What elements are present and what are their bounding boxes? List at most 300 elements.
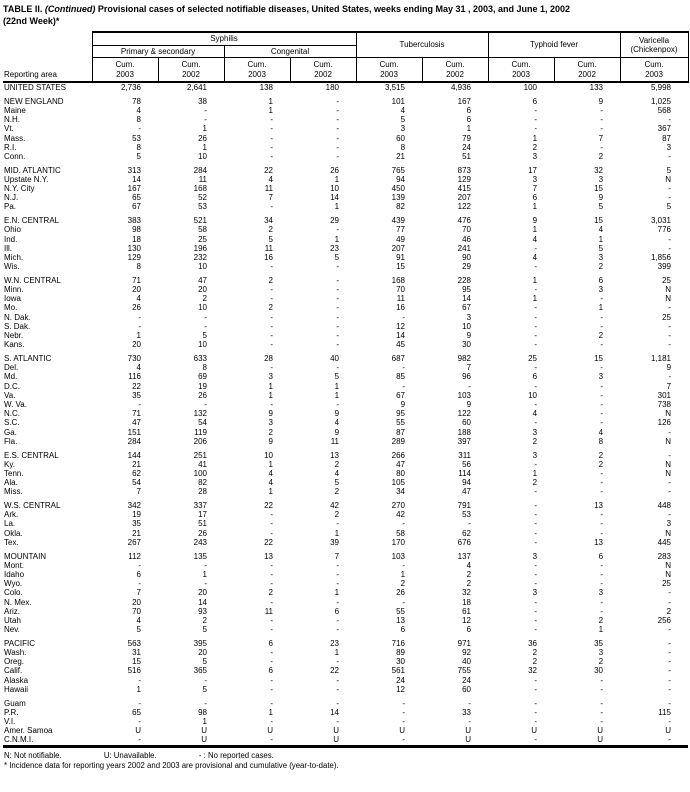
value-cell: U — [422, 735, 488, 746]
value-cell: 36 — [528, 638, 538, 648]
value-cell: 53 — [462, 510, 472, 520]
value-cell: - — [534, 124, 538, 134]
value-cell: 270 — [391, 501, 406, 511]
cum-label: Cum. — [644, 60, 664, 69]
table-row — [3, 202, 688, 211]
value-cell: 35 — [594, 638, 604, 648]
value-cell: 71 — [132, 275, 141, 285]
value-cell: 9 — [268, 436, 273, 446]
value-cell: - — [668, 243, 672, 253]
reporting-area-cell: N. Mex. — [4, 597, 32, 607]
value-cell: 11 — [330, 436, 340, 446]
value-cell: - — [534, 400, 538, 409]
value-cell: 25 — [662, 275, 672, 285]
reporting-area-cell: S. ATLANTIC — [4, 353, 52, 363]
table-row — [3, 349, 688, 363]
value-cell: 167 — [127, 184, 141, 194]
table-row — [3, 588, 688, 597]
value-cell: U — [201, 726, 207, 736]
table-title — [3, 4, 688, 27]
value-cell: 19 — [132, 510, 141, 520]
table-row — [3, 418, 688, 427]
title-line-2: (22nd Week)* — [3, 15, 60, 26]
value-cell: 24 — [462, 142, 472, 152]
table-row — [3, 428, 688, 437]
value-cell: 676 — [457, 537, 472, 547]
value-cell: - — [600, 105, 604, 115]
value-cell: 516 — [127, 666, 141, 676]
reporting-area-cell: N. Dak. — [4, 312, 31, 322]
value-cell: 8 — [136, 142, 141, 152]
value-cell: 2 — [666, 606, 672, 616]
table-row — [3, 708, 688, 717]
value-cell: 17 — [528, 165, 538, 175]
value-cell: 11 — [264, 184, 273, 194]
value-cell: - — [600, 340, 604, 350]
cum-label: Cum. — [313, 60, 333, 69]
value-cell: - — [138, 675, 141, 685]
table-row — [3, 579, 688, 588]
value-cell: U — [597, 726, 604, 736]
reporting-area-cell: W. Va. — [4, 400, 27, 409]
value-cell: - — [668, 340, 672, 350]
title-description: Provisional cases of selected notifiable diseases, United States, weeks ending May 31 , 2003, and June 1, 2002 — [97, 4, 571, 14]
value-cell: - — [534, 501, 538, 511]
value-cell: 3 — [400, 124, 406, 134]
table-row — [3, 340, 688, 349]
value-cell: 2,736 — [120, 83, 141, 92]
value-cell: - — [336, 312, 340, 322]
value-cell: - — [138, 312, 141, 322]
table-row — [3, 735, 688, 746]
value-cell: - — [402, 698, 406, 708]
value-cell: 32 — [528, 666, 538, 676]
value-cell: - — [668, 588, 672, 598]
value-cell: 58 — [198, 225, 207, 235]
value-cell: 22 — [132, 381, 141, 391]
value-cell: 6 — [334, 606, 340, 616]
value-cell: - — [336, 560, 340, 570]
value-cell: - — [270, 331, 273, 341]
value-cell: 25 — [198, 234, 207, 244]
table-row — [3, 303, 688, 312]
value-cell: 2 — [532, 142, 538, 152]
value-cell: 20 — [132, 340, 141, 350]
value-cell: 87 — [396, 427, 406, 437]
column-group-congenital: Congenital — [224, 45, 356, 58]
value-cell: - — [668, 427, 672, 437]
value-cell: 70 — [132, 606, 141, 616]
value-cell: 1 — [334, 202, 340, 212]
value-cell: - — [270, 115, 273, 125]
value-cell: 6 — [136, 569, 141, 579]
value-cell: U — [465, 726, 472, 736]
legend-not-notifiable: N: Not notifiable. — [4, 750, 62, 760]
value-cell: 100 — [193, 468, 207, 478]
value-cell: 20 — [132, 597, 141, 607]
value-cell: - — [600, 519, 604, 529]
reporting-area-cell: N.J. — [4, 193, 19, 203]
value-cell: 284 — [127, 436, 141, 446]
value-cell: 1 — [532, 275, 538, 285]
reporting-area-cell: Ky. — [4, 459, 15, 469]
value-cell: 96 — [462, 372, 472, 382]
value-cell: - — [336, 675, 340, 685]
value-cell: 8 — [202, 363, 207, 373]
value-cell: 13 — [264, 551, 273, 561]
value-cell: 53 — [132, 133, 141, 143]
value-cell: 5 — [666, 165, 672, 175]
value-cell: - — [402, 707, 406, 717]
reporting-area-cell: MID. ATLANTIC — [4, 165, 61, 175]
value-cell: 4 — [136, 105, 141, 115]
value-cell: 7 — [532, 184, 538, 194]
value-cell: 2 — [268, 427, 273, 437]
value-cell: - — [668, 303, 672, 313]
value-cell: 4 — [532, 234, 538, 244]
value-cell: - — [534, 569, 538, 579]
value-cell: 4 — [136, 363, 141, 373]
value-cell: - — [336, 597, 340, 607]
value-cell: 119 — [194, 427, 207, 437]
value-cell: 65 — [132, 707, 141, 717]
value-cell: - — [600, 707, 604, 717]
value-cell: 2 — [268, 303, 273, 313]
value-cell: 2 — [598, 459, 604, 469]
value-cell: 5 — [400, 115, 406, 125]
value-cell: - — [534, 243, 538, 253]
reporting-area-cell: R.I. — [4, 142, 17, 152]
value-cell: 10 — [330, 184, 340, 194]
table-row — [3, 184, 688, 193]
title-table-label: TABLE II. — [3, 4, 43, 14]
value-cell: - — [468, 519, 472, 529]
table-row — [3, 547, 688, 561]
value-cell: - — [534, 717, 538, 726]
value-cell: 207 — [391, 243, 406, 253]
value-cell: 1 — [532, 468, 538, 478]
value-cell: - — [668, 510, 672, 520]
value-cell: 16 — [396, 303, 406, 313]
value-cell: - — [336, 96, 340, 106]
footnote-legend — [4, 751, 688, 762]
value-cell: - — [534, 625, 538, 635]
value-cell: - — [534, 105, 538, 115]
value-cell: 47 — [462, 487, 472, 497]
value-cell: 5 — [202, 657, 207, 667]
value-cell: 30 — [396, 657, 406, 667]
reporting-area-cell: Del. — [4, 363, 19, 373]
value-cell: - — [204, 560, 207, 570]
reporting-area-cell: Ohio — [4, 225, 21, 235]
value-cell: - — [402, 312, 406, 322]
value-cell: - — [336, 579, 340, 589]
value-cell: 266 — [391, 450, 406, 460]
value-cell: - — [534, 115, 538, 125]
value-cell: 18 — [132, 234, 141, 244]
column-header-syphilis-cong-cum-2003 — [224, 58, 290, 83]
value-cell: 3 — [598, 285, 604, 295]
value-cell: - — [402, 717, 406, 726]
value-cell: 21 — [396, 151, 406, 161]
value-cell: N — [665, 468, 672, 478]
reporting-area-cell: Va. — [4, 390, 16, 400]
reporting-area-cell: Nev. — [4, 625, 20, 635]
value-cell: 5 — [202, 625, 207, 635]
legend-unavailable: U: Unavailable. — [103, 750, 157, 760]
value-cell: 10 — [198, 262, 207, 272]
value-cell: 133 — [589, 83, 604, 92]
reporting-area-cell: NEW ENGLAND — [4, 96, 64, 106]
value-cell: - — [534, 560, 538, 570]
value-cell: - — [534, 606, 538, 616]
value-cell: 129 — [457, 174, 472, 184]
reporting-area-cell: Nebr. — [4, 331, 24, 341]
value-cell: 69 — [198, 372, 207, 382]
value-cell: 24 — [462, 675, 472, 685]
value-cell: - — [534, 519, 538, 529]
value-cell: 30 — [594, 666, 604, 676]
value-cell: 21 — [132, 528, 141, 538]
value-cell: 4 — [466, 560, 472, 570]
value-cell: 561 — [391, 666, 406, 676]
value-cell: - — [270, 321, 273, 331]
value-cell: - — [270, 675, 273, 685]
reporting-area-cell: Ill. — [4, 243, 12, 253]
value-cell: - — [668, 638, 672, 648]
value-cell: 55 — [396, 606, 406, 616]
value-cell: 1 — [334, 174, 340, 184]
value-cell: 196 — [193, 243, 207, 253]
value-cell: 34 — [264, 216, 273, 226]
reporting-area-cell: Calif. — [4, 666, 23, 676]
value-cell: - — [138, 400, 141, 409]
table-header — [3, 32, 688, 82]
value-cell: - — [270, 133, 273, 143]
value-cell: - — [336, 717, 340, 726]
table-row — [3, 244, 688, 253]
value-cell: - — [204, 115, 207, 125]
value-cell: 445 — [657, 537, 672, 547]
value-cell: 9 — [532, 216, 538, 226]
cum-year: 2002 — [446, 69, 464, 79]
value-cell: - — [600, 468, 604, 478]
value-cell: 6 — [532, 193, 538, 203]
value-cell: 791 — [457, 501, 472, 511]
reporting-area-cell: D.C. — [4, 381, 20, 391]
value-cell: 6 — [532, 372, 538, 382]
value-cell: 21 — [132, 459, 141, 469]
value-cell: 716 — [391, 638, 406, 648]
value-cell: 9 — [400, 400, 406, 409]
value-cell: - — [336, 133, 340, 143]
reporting-area-cell: MOUNTAIN — [4, 551, 47, 561]
value-cell: 60 — [462, 418, 472, 428]
value-cell: 15 — [594, 216, 604, 226]
value-cell: 47 — [132, 418, 141, 428]
value-cell: - — [270, 615, 273, 625]
value-cell: 765 — [391, 165, 406, 175]
value-cell: 1 — [202, 717, 207, 726]
value-cell: 101 — [391, 96, 406, 106]
value-cell: 42 — [396, 510, 406, 520]
column-header-typhoid-cum-2002 — [554, 58, 620, 83]
value-cell: - — [600, 321, 604, 331]
table-row — [3, 212, 688, 226]
value-cell: 10 — [198, 151, 207, 161]
value-cell: - — [534, 418, 538, 428]
table-row — [3, 487, 688, 496]
value-cell: - — [534, 487, 538, 497]
cum-year: 2003 — [512, 69, 530, 79]
value-cell: 32 — [594, 165, 604, 175]
value-cell: 5 — [334, 252, 340, 262]
reporting-area-header: Reporting area — [3, 58, 92, 83]
column-group-typhoid-fever: Typhoid fever — [488, 32, 620, 58]
table-row — [3, 391, 688, 400]
value-cell: - — [600, 115, 604, 125]
value-cell: 35 — [132, 390, 141, 400]
value-cell: 13 — [594, 501, 604, 511]
value-cell: - — [668, 478, 672, 488]
table-row — [3, 616, 688, 625]
value-cell: - — [270, 262, 273, 272]
value-cell: 9 — [598, 193, 604, 203]
value-cell: 1 — [532, 294, 538, 304]
value-cell: 38 — [198, 96, 207, 106]
value-cell: 232 — [193, 252, 207, 262]
value-cell: - — [270, 519, 273, 529]
table-row — [3, 253, 688, 262]
reporting-area-cell: Tex. — [4, 537, 19, 547]
table-row — [3, 313, 688, 322]
value-cell: 2 — [598, 657, 604, 667]
value-cell: - — [600, 400, 604, 409]
value-cell: 5 — [136, 151, 141, 161]
value-cell: 6 — [400, 625, 406, 635]
value-cell: 3 — [532, 151, 538, 161]
value-cell: 56 — [462, 459, 472, 469]
value-cell: - — [270, 312, 273, 322]
reporting-area-cell: Mo. — [4, 303, 18, 313]
reporting-area-cell: Vt. — [4, 124, 14, 134]
column-header-tb-cum-2003 — [356, 58, 422, 83]
value-cell: U — [554, 735, 620, 746]
footnote-incidence-note: * Incidence data for reporting years 2002 and 2003 are provisional and cumulative (year-to-date). — [4, 761, 339, 771]
value-cell: N — [665, 285, 672, 295]
value-cell: - — [270, 698, 273, 708]
column-header-varicella-cum-2003 — [620, 58, 688, 83]
value-cell: 241 — [457, 243, 472, 253]
cum-label: Cum. — [247, 60, 267, 69]
value-cell: 3 — [532, 427, 538, 437]
table-row — [3, 446, 688, 460]
value-cell: 26 — [198, 528, 207, 538]
value-cell: - — [270, 363, 273, 373]
value-cell: - — [600, 698, 604, 708]
value-cell: - — [138, 124, 141, 134]
value-cell: 8 — [136, 115, 141, 125]
column-header-syphilis-ps-cum-2003 — [92, 58, 158, 83]
value-cell: 4 — [598, 225, 604, 235]
reporting-area-cell: Oreg. — [4, 657, 25, 667]
value-cell: 3 — [268, 418, 273, 428]
value-cell: 4 — [268, 468, 273, 478]
value-cell: 116 — [128, 372, 141, 382]
reporting-area-cell: V.I. — [4, 717, 16, 726]
value-cell: - — [668, 321, 672, 331]
value-cell: 26 — [198, 133, 207, 143]
value-cell: - — [600, 606, 604, 616]
value-cell: 3,031 — [650, 216, 672, 226]
value-cell: - — [668, 698, 672, 708]
value-cell: 207 — [457, 193, 472, 203]
value-cell: - — [600, 418, 604, 428]
value-cell: - — [402, 519, 406, 529]
value-cell: 1 — [532, 225, 538, 235]
value-cell: 40 — [462, 657, 472, 667]
value-cell: 47 — [198, 275, 207, 285]
column-header-typhoid-cum-2003 — [488, 58, 554, 83]
value-cell: 1 — [532, 202, 538, 212]
value-cell: 138 — [259, 83, 273, 92]
value-cell: 24 — [396, 675, 406, 685]
value-cell: 7 — [334, 551, 340, 561]
column-header-syphilis-ps-cum-2002 — [158, 58, 224, 83]
value-cell: 3 — [598, 588, 604, 598]
value-cell: 1 — [202, 142, 207, 152]
value-cell: - — [270, 569, 273, 579]
table-row — [3, 262, 688, 271]
value-cell: 687 — [391, 353, 406, 363]
reporting-area-cell: Ind. — [4, 234, 18, 244]
value-cell: - — [270, 151, 273, 161]
reporting-area-cell: Amer. Samoa — [4, 726, 53, 736]
value-cell: - — [534, 381, 538, 391]
column-group-tuberculosis: Tuberculosis — [356, 32, 488, 58]
value-cell: 95 — [396, 409, 406, 419]
value-cell: 8 — [400, 142, 406, 152]
reporting-area-cell: Minn. — [4, 285, 24, 295]
value-cell: 23 — [330, 638, 340, 648]
value-cell: - — [336, 331, 340, 341]
value-cell: 4,936 — [450, 83, 472, 92]
value-cell: 12 — [396, 321, 406, 331]
value-cell: - — [336, 657, 340, 667]
value-cell: 85 — [396, 372, 406, 382]
value-cell: - — [620, 735, 688, 746]
value-cell: - — [270, 285, 273, 295]
table-row — [3, 625, 688, 634]
value-cell: - — [270, 400, 273, 409]
value-cell: 103 — [457, 390, 472, 400]
value-cell: 10 — [198, 303, 207, 313]
cum-label: Cum. — [445, 60, 465, 69]
value-cell: 4 — [136, 615, 141, 625]
reporting-area-cell: N.Y. City — [4, 184, 35, 194]
value-cell: U — [531, 726, 538, 736]
value-cell: - — [668, 684, 672, 694]
value-cell: 115 — [658, 707, 672, 717]
value-cell: 22 — [330, 666, 340, 676]
value-cell: 70 — [396, 285, 406, 295]
value-cell: 39 — [330, 537, 340, 547]
cum-label: Cum. — [577, 60, 597, 69]
value-cell: 5 — [334, 372, 340, 382]
value-cell: 45 — [396, 340, 406, 350]
table-row — [3, 382, 688, 391]
value-cell: 67 — [132, 202, 141, 212]
